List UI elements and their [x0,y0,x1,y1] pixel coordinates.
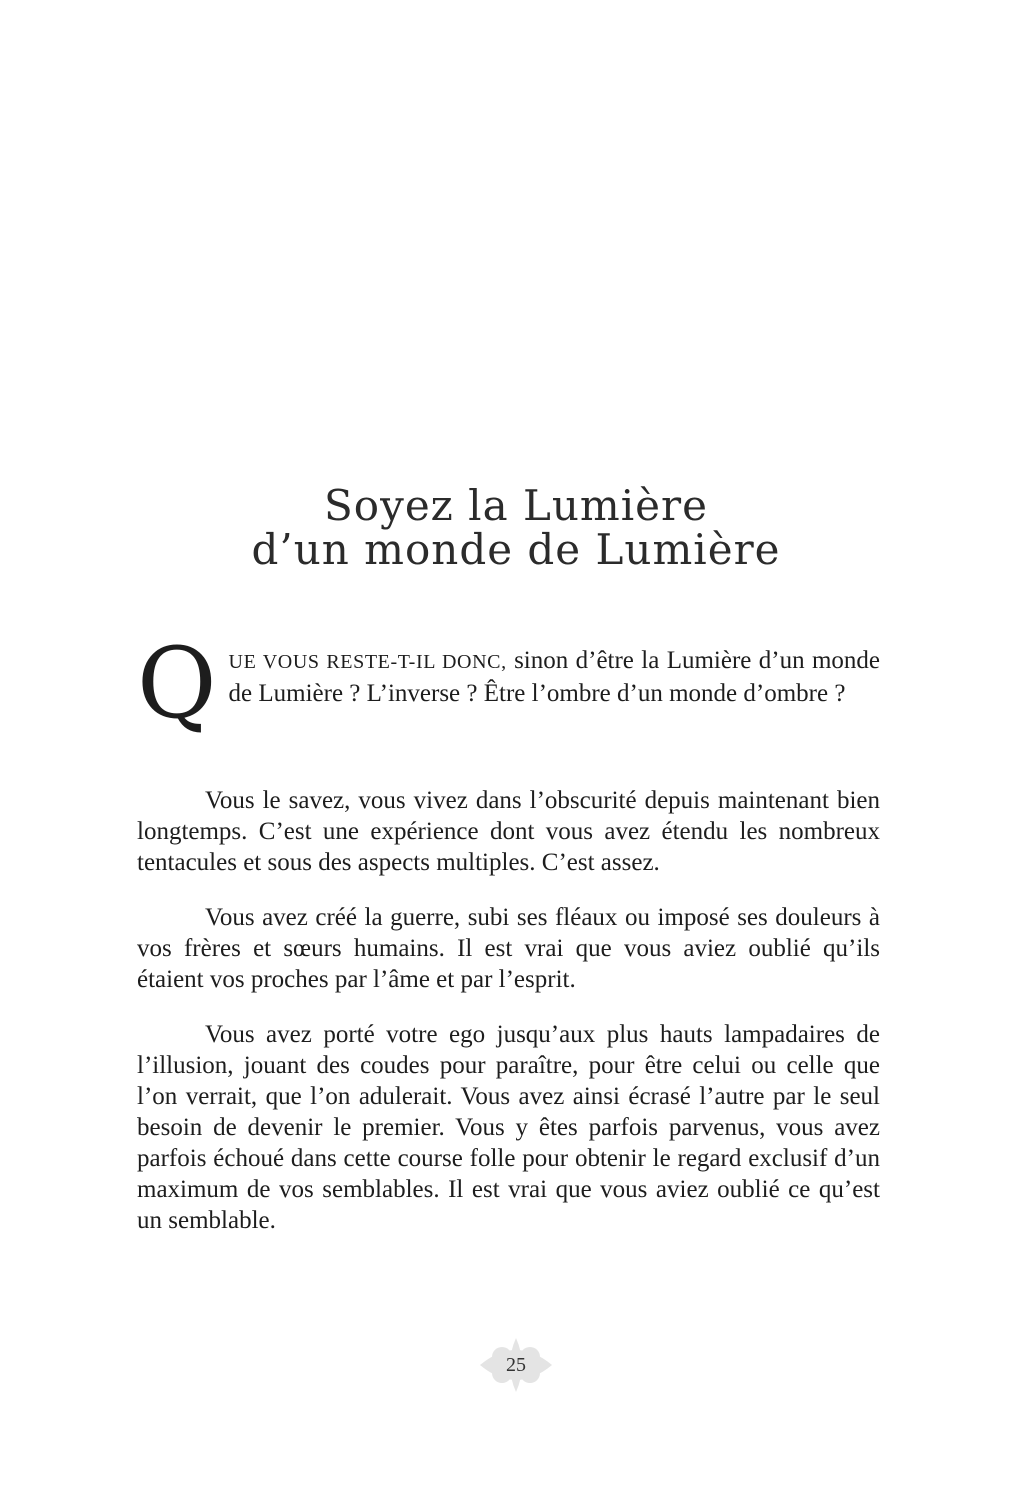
chapter-title-line1: Soyez la Lumière [324,481,708,530]
chapter-title-line2: d’un monde de Lumière [251,525,781,574]
chapter-body [137,627,880,1260]
chapter-title [0,481,1032,574]
intro-paragraph [137,627,880,740]
page-number-medallion [477,1336,555,1394]
intro-smallcaps: UE VOUS RESTE-T-IL DONC, [228,651,507,673]
body-paragraph-2: Vous avez créé la guerre, subi ses fléaux ou imposé ses douleurs à vos frères et sœurs humains. Il est vrai que vous aviez oublié qu’ils étaient vos proches par l’âme et par l’esprit. [137,904,880,993]
page-footer [0,1336,1032,1394]
page-number: 25 [506,1354,526,1376]
dropcap-letter: Q [137,627,217,740]
intro-text: sinon d’être la Lumière d’un monde de Lumière ? L’inverse ? Être l’ombre d’un monde d’ombre ? [228,647,880,707]
body-paragraph-3: Vous avez porté votre ego jusqu’aux plus hauts lampadaires de l’illusion, jouant des coudes pour paraître, pour être celui ou celle que l’on verrait, que l’on adulerait. Vous avez ainsi écrasé l’autre par le seul besoin de devenir le premier. Vous y êtes parfois parvenus, vous avez parfois échoué dans cette course folle pour obtenir le regard exclusif d’un maximum de vos semblables. Il est vrai que vous aviez oublié ce qu’est un semblable. [137,1021,880,1234]
body-paragraph-1: Vous le savez, vous vivez dans l’obscurité depuis maintenant bien longtemps. C’est une expérience dont vous avez étendu les nombreux tentacules et sous des aspects multiples. C’est assez. [137,787,880,876]
